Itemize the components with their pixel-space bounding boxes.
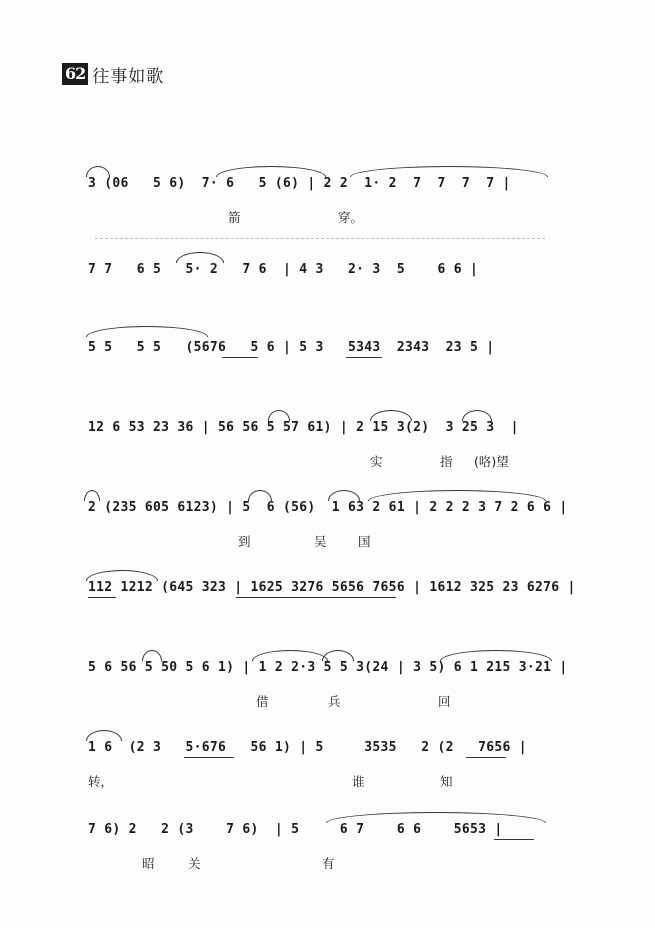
underline-beat [184,757,234,758]
lyric: 回 [438,694,451,709]
lyric: 穿。 [338,210,364,225]
slur [86,326,208,337]
faint-dotted-line [95,238,545,239]
lyric: 关 [188,856,201,871]
book-title: 往事如歌 [92,66,165,87]
lyric: 到 [238,534,251,549]
lyric: 国 [358,534,371,549]
underline-beat [236,597,396,598]
lyric: 兵 [328,694,341,709]
lyric: 借 [256,694,269,709]
notation-line: 7 7 6 5 5· 2 7 6 | 4 3 2· 3 5 6 6 | [88,262,479,277]
notation-line: 7 6) 2 2 (3 7 6) | 5 6 7 6 6 5653 | [88,822,503,837]
underline-beat [466,757,506,758]
underline-beat [494,839,534,840]
underline-beat [88,597,116,598]
notation-line: 12 6 53 23 36 | 56 56 5 57 61) | 2 15 3(2) 3 25 3 | [88,420,519,435]
lyric: 有 [322,856,335,871]
lyric: 吴 [314,534,327,549]
notation-line: 5 5 5 5 (5676 5 6 | 5 3 5343 2343 23 5 | [88,340,495,355]
lyric: 知 [440,774,453,789]
page-header [62,62,164,86]
lyric: 实 [370,454,383,469]
lyric: 转， [88,774,114,789]
lyric: 昭 [142,856,155,871]
notation-line: 112 1212 (645 323 | 1625 3276 5656 7656 | 1612 325 23 6276 | [88,580,576,595]
notation-line: 5 6 56 5 50 5 6 1) | 1 2 2·3 5 5 3(24 | 3 5) 6 1 215 3·21 | [88,660,568,675]
lyric: (咯)望 [474,454,509,469]
underline-beat [346,357,382,358]
underline-beat [222,357,258,358]
notation-line: 2 (235 605 6123) | 5 6 (56) 1 63 2 61 | 2 2 2 3 7 2 6 6 | [88,500,568,515]
notation-line: 3 (06 5 6) 7· 6 5 (6) | 2 2 1· 2 7 7 7 7 | [88,176,511,191]
lyric: 指 [440,454,453,469]
lyric: 箭 [228,210,241,225]
lyric: 谁 [352,774,365,789]
notation-line: 1 6 (2 3 5·676 56 1) | 5 3535 2 (2 7656 | [88,740,527,755]
page-number: 62 [62,63,88,85]
